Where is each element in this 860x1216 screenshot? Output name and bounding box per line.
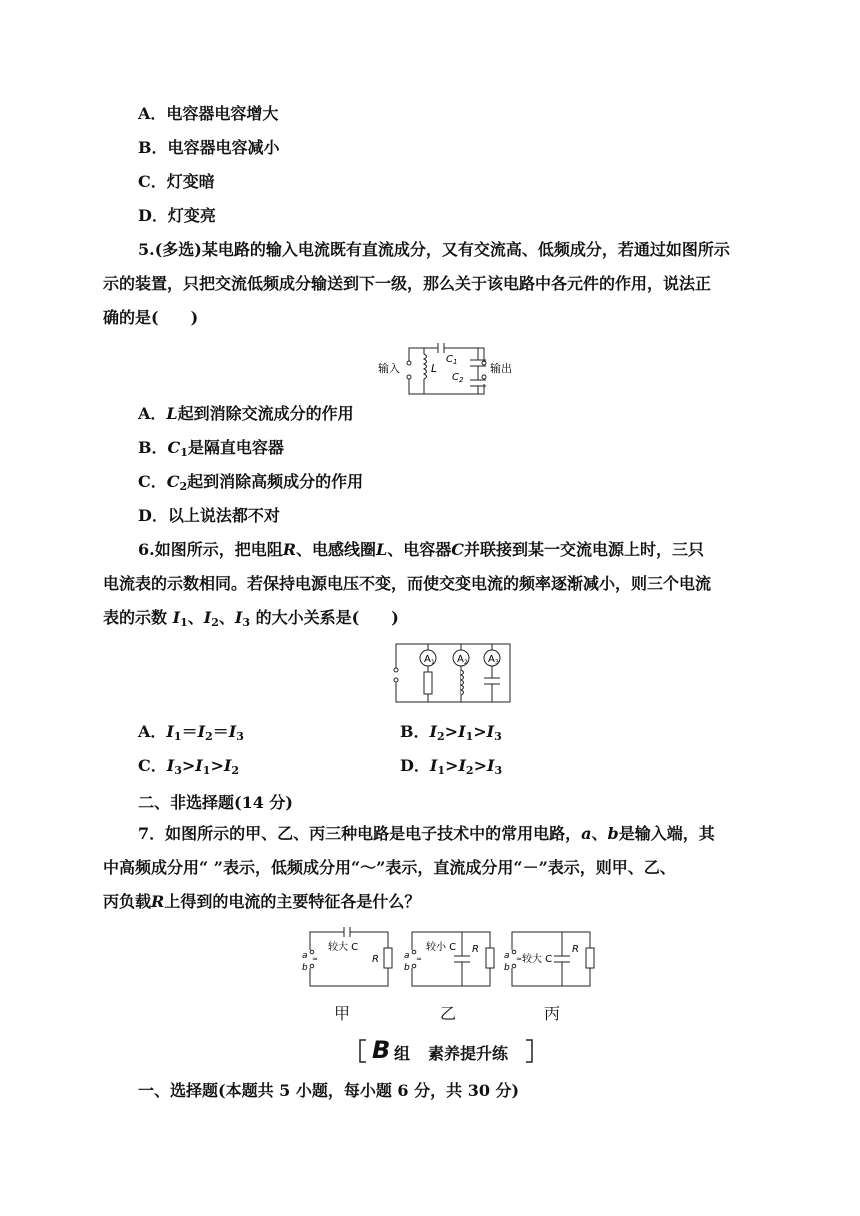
q5-option-d: D．以上说法都不对: [138, 506, 280, 525]
q5-option-c: C．$C_2$起到消除高频成分的作用: [138, 472, 364, 493]
q6-text-line2: 电流表的示数相同。若保持电源电压不变，而使交变电流的频率逐渐减小，则三个电流: [103, 574, 712, 593]
svg-text:≈: ≈: [312, 955, 318, 963]
option-b: B．电容器电容减小: [138, 138, 280, 157]
section-heading-choice: 一、选择题(本题共 5 小题，每小题 6 分，共 30 分): [138, 1081, 520, 1100]
svg-text:a: a: [504, 951, 510, 961]
svg-text:C1: $C_1$: [446, 354, 458, 366]
group-b-title: 素养提升练: [428, 1044, 509, 1063]
svg-text:R: R: [472, 944, 479, 955]
q5-circuit-figure: [372, 340, 522, 402]
output-label: 输出: [490, 362, 512, 375]
svg-text:较大 C: 较大 C: [522, 954, 553, 965]
svg-text:A: A: [424, 654, 431, 665]
group-b-letter: B: [372, 1036, 391, 1064]
q5-text-line1: 5.(多选)某电路的输入电流既有直流成分，又有交流高、低频成分，若通过如图所示: [138, 240, 730, 259]
svg-text:≈: ≈: [416, 955, 422, 963]
q5-text-line2: 示的装置，只把交流低频成分输送到下一级，那么关于该电路中各元件的作用，说法正: [103, 274, 712, 293]
svg-text:L: L: [431, 362, 438, 375]
q7-circuit-figures: [300, 924, 600, 990]
figure-label-bing: 丙: [544, 1004, 561, 1023]
q7-text-line3: 丙负载R上得到的电流的主要特征各是什么？: [103, 892, 421, 911]
q6-circuit-figure: [388, 640, 520, 708]
svg-text:A: A: [488, 654, 495, 665]
q6-text-line3: 表的示数 $I_1$、$I_2$、$I_3$ 的大小关系是( ): [103, 608, 399, 629]
option-c: C．灯变暗: [138, 172, 215, 191]
q6-option-d: D．$I_1>I_2>I_3$: [400, 756, 503, 777]
svg-text:2: 2: [464, 659, 468, 666]
resistor: [424, 672, 432, 694]
group-b-banner: B 组 素养提升练: [356, 1038, 536, 1064]
circuit-bing: [504, 932, 594, 986]
q6-text-line1: 6.如图所示，把电阻R、电感线圈L、电容器C并联接到某一交流电源上时，三只: [138, 540, 705, 559]
q5-option-a: A．L起到消除交流成分的作用: [138, 404, 354, 423]
option-a: A．电容器电容增大: [138, 104, 279, 123]
q5-text-line3: 确的是( ): [103, 308, 199, 327]
inductor-coil: [461, 670, 464, 695]
svg-text:a: a: [404, 951, 410, 961]
circuit-yi: [404, 932, 494, 986]
svg-text:b: b: [302, 963, 308, 973]
figure-label-yi: 乙: [440, 1004, 457, 1023]
q7-text-line2: 中高频成分用“ ”表示，低频成分用“～”表示，直流成分用“－”表示，则甲、乙、: [103, 858, 676, 877]
svg-text:R: R: [572, 944, 579, 955]
input-label: 输入: [378, 362, 400, 375]
svg-text:A: A: [457, 654, 464, 665]
svg-text:3: 3: [495, 659, 499, 666]
q5-option-b: B．$C_1$是隔直电容器: [138, 438, 284, 459]
svg-text:较大 C: 较大 C: [328, 942, 359, 953]
q7-text-line1: 7．如图所示的甲、乙、丙三种电路是电子技术中的常用电路，a、b是输入端，其: [138, 824, 715, 843]
figure-label-jia: 甲: [334, 1004, 351, 1023]
svg-text:a: a: [302, 951, 308, 961]
svg-text:较小 C: 较小 C: [426, 942, 457, 953]
circuit-jia: [302, 927, 392, 986]
svg-text:1: 1: [431, 659, 435, 666]
q6-option-a: A．$I_1=I_2=I_3$: [138, 722, 244, 743]
svg-text:b: b: [504, 963, 510, 973]
svg-text:R: R: [372, 954, 379, 965]
inductor-coil: [424, 348, 427, 394]
q6-option-b: B．$I_2>I_1>I_3$: [400, 722, 502, 743]
svg-text:b: b: [404, 963, 410, 973]
option-d: D．灯变亮: [138, 206, 216, 225]
q6-option-c: C．$I_3>I_1>I_2$: [138, 756, 239, 777]
svg-text:≈: ≈: [516, 955, 522, 963]
section-heading-nonchoice: 二、非选择题(14 分): [138, 793, 293, 812]
svg-text:C2: $C_2$: [452, 372, 464, 384]
